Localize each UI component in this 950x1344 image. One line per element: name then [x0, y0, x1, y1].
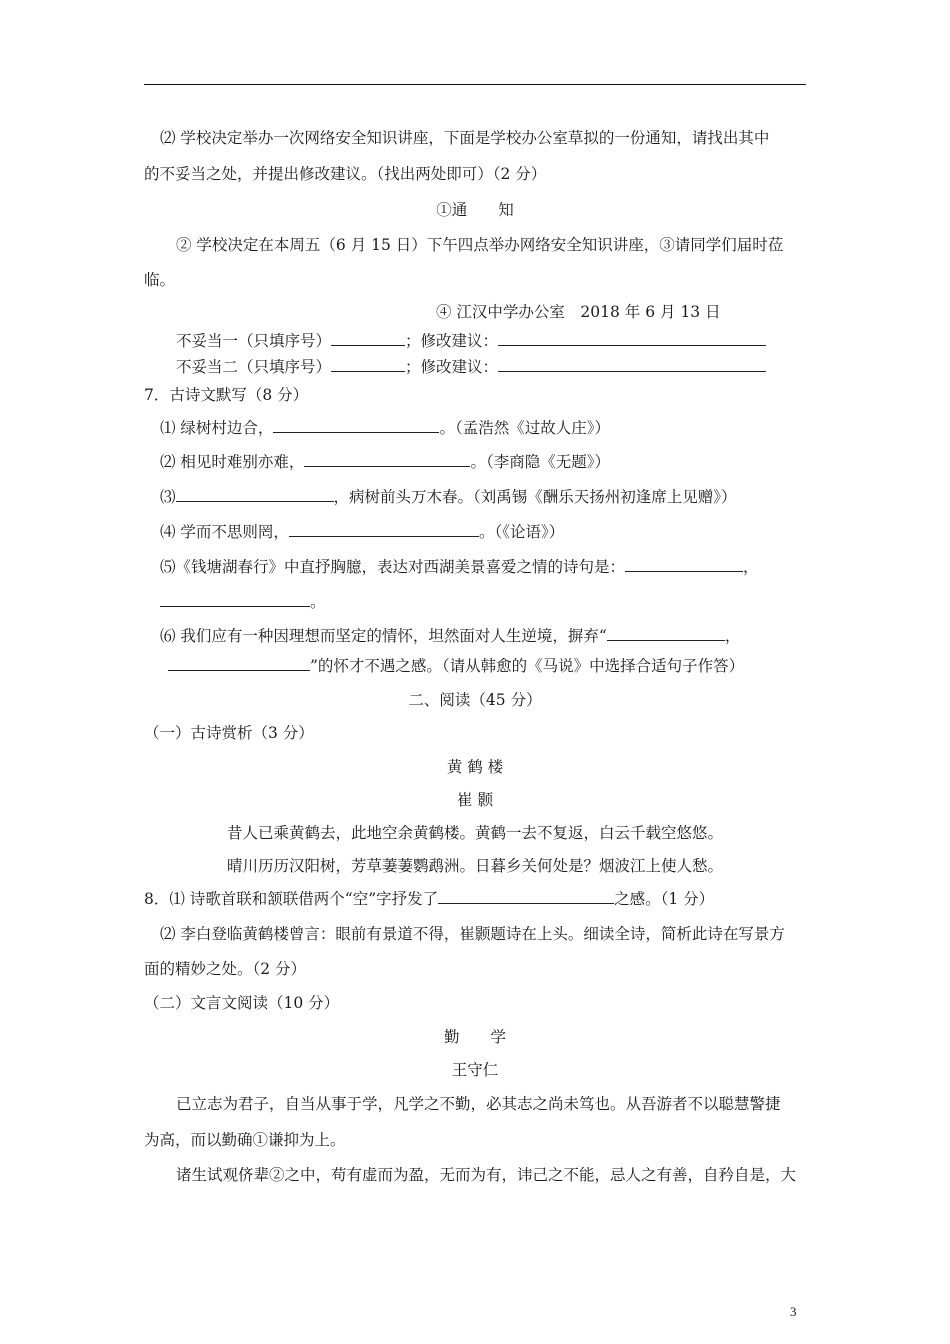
q7-item2-text: ⑵ 相见时难别亦难， — [160, 453, 305, 471]
q7-item1-source: 。（孟浩然《过故人庄》） — [439, 419, 610, 437]
q7-item6-text: ⑹ 我们应有一种因理想而坚定的情怀，坦然面对人生逆境，摒弃“ — [160, 627, 607, 645]
q7-item2 — [160, 452, 610, 472]
suggest-one-label: ；修改建议： — [405, 332, 499, 350]
wrong-one-label: 不妥当一（只填序号） — [176, 332, 332, 350]
q7-item2-source: 。（李商隐《无题》） — [470, 453, 610, 471]
q7-title: 7．古诗文默写（8 分） — [144, 386, 309, 404]
q7-item6 — [160, 626, 740, 646]
q7-item4-text: ⑷ 学而不思则罔， — [160, 523, 289, 541]
part2-title: （二）文言文阅读（10 分） — [144, 994, 340, 1012]
part1-title: （一）古诗赏析（3 分） — [144, 724, 314, 742]
poem-title: 黄 鹤 楼 — [446, 758, 504, 776]
q7-item4 — [160, 522, 564, 542]
q8-1-score: 之感。（1 分） — [614, 890, 715, 908]
essay-author: 王守仁 — [451, 1061, 499, 1079]
q8-1 — [144, 889, 714, 909]
notice-signature: ④ 江汉中学办公室 2018 年 6 月 13 日 — [436, 303, 721, 321]
q7-item4-blank[interactable] — [289, 522, 479, 537]
essay-p1-line2: 为高，而以勤确①谦抑为上。 — [144, 1131, 346, 1149]
q7-item3-blank[interactable] — [176, 487, 334, 502]
q7-item6-blank1[interactable] — [607, 626, 725, 641]
section2-title: 二、阅读（45 分） — [408, 691, 542, 709]
q7-item6-cont — [168, 656, 744, 676]
q6-2-line1: ⑵ 学校决定举办一次网络安全知识讲座，下面是学校办公室草拟的一份通知，请找出其中 — [160, 129, 770, 147]
header-rule — [144, 84, 806, 85]
q7-item5-blank1[interactable] — [625, 557, 743, 572]
q7-item3-num: ⑶ — [160, 488, 176, 506]
poem-line1: 昔人已乘黄鹤去，此地空余黄鹤楼。黄鹤一去不复返，白云千载空悠悠。 — [226, 824, 723, 842]
q7-item5-text: ⑸《钱塘湖春行》中直抒胸臆，表达对西湖美景喜爱之情的诗句是： — [160, 558, 626, 576]
q7-item2-blank[interactable] — [304, 452, 470, 467]
suggest-one-blank[interactable] — [498, 331, 766, 346]
q7-item6-comma: ， — [724, 627, 741, 645]
wrong-one-row — [176, 331, 766, 351]
essay-title: 勤 学 — [443, 1028, 506, 1046]
poem-author: 崔 颢 — [457, 791, 493, 809]
suggest-two-label: ；修改建议： — [405, 358, 499, 376]
q8-2-line1: ⑵ 李白登临黄鹤楼曾言：眼前有景道不得，崔颢题诗在上头。细读全诗，简析此诗在写景方 — [160, 925, 785, 943]
page-number: 3 — [790, 1304, 797, 1319]
q7-item1-text: ⑴ 绿树村边合， — [160, 419, 274, 437]
wrong-one-blank[interactable] — [331, 331, 405, 346]
essay-p1-line1: 已立志为君子，自当从事于学，凡学之不勤，必其志之尚未笃也。从吾游者不以聪慧警捷 — [176, 1095, 781, 1113]
poem-line2: 晴川历历汉阳树，芳草萋萋鹦鹉洲。日暮乡关何处是？烟波江上使人愁。 — [226, 857, 723, 875]
q7-item5-cont — [160, 592, 326, 612]
q7-item5-comma: ， — [743, 558, 759, 576]
suggest-two-blank[interactable] — [498, 357, 766, 372]
q7-item5 — [160, 557, 759, 577]
notice-body-line2: 临。 — [144, 271, 176, 289]
q8-1-blank[interactable] — [438, 889, 614, 904]
notice-body-line1: ② 学校决定在本周五（6 月 15 日）下午四点举办网络安全知识讲座，③请同学们届时莅 — [176, 236, 784, 254]
q7-item6-blank2[interactable] — [168, 656, 310, 671]
q7-item6-instruction: ”的怀才不遇之感。（请从韩愈的《马说》中选择合适句子作答） — [310, 657, 745, 675]
q7-item5-period: 。 — [310, 593, 326, 611]
q7-item4-source: 。（《论语》） — [478, 523, 565, 541]
q6-2-line2: 的不妥当之处，并提出修改建议。（找出两处即可）（2 分） — [144, 165, 547, 183]
q7-item5-blank2[interactable] — [160, 592, 310, 607]
q7-item1 — [160, 418, 610, 438]
q7-item1-blank[interactable] — [273, 418, 439, 433]
wrong-two-label: 不妥当二（只填序号） — [176, 358, 332, 376]
wrong-two-blank[interactable] — [331, 357, 405, 372]
notice-title: ①通 知 — [436, 201, 514, 219]
q8-1-text: 8．⑴ 诗歌首联和颔联借两个“空”字抒发了 — [144, 890, 439, 908]
q7-item3 — [160, 487, 737, 507]
q8-2-line2: 面的精妙之处。（2 分） — [144, 960, 307, 978]
wrong-two-row — [176, 357, 766, 377]
essay-p2-line1: 诸生试观侪辈②之中，苟有虚而为盈，无而为有，讳己之不能，忌人之有善，自矜自是，大 — [176, 1166, 797, 1184]
q7-item3-text: ，病树前头万木春。（刘禹锡《酬乐天扬州初逢席上见赠》） — [333, 488, 737, 506]
